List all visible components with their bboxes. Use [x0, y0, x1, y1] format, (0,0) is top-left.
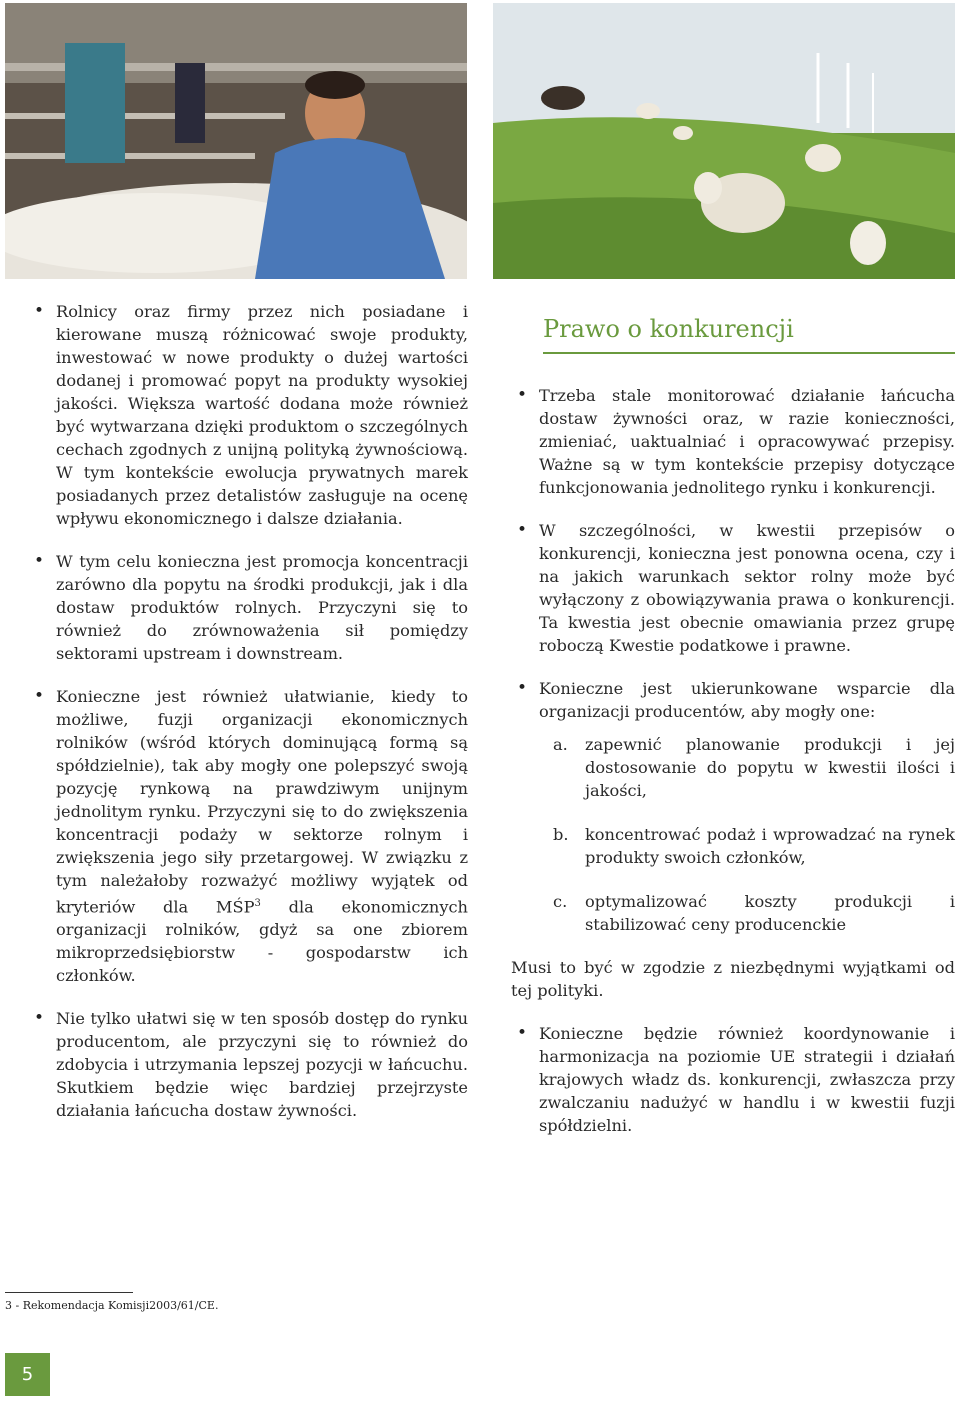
page-number: 5	[5, 1353, 50, 1396]
bullet-text-part: Konieczne jest również ułatwianie, kiedy to możliwe, fuzji organizacji ekonomicznych rolników (wśród których dominującą formą są spółdzielnie), tak aby mogły one polepszyć swoją pozycję rynkową na prawdziwym unijnym jednolitym rynku. Przyczyni się to do zwiększenia koncentracji podaży w sektorze rolnym i zwiększenia jego siły przetargowej. W związku z tym należałoby rozważyć możliwy wyjątek od kryteriów dla MŚP	[56, 687, 468, 917]
bullet-text-part: dla ekonomicznych organizacji rolników, gdyż sa one zbiorem mikroprzedsiębiorstw - gospodarstw ich członków.	[56, 897, 468, 986]
sub-list-marker: a.	[553, 735, 568, 754]
sub-list-marker: b.	[553, 825, 569, 844]
body-paragraph: Musi to być w zgodzie z niezbędnymi wyjątkami od tej polityki.	[511, 958, 955, 1000]
left-bullet-list	[28, 300, 468, 1122]
mushroom-farmer-photo	[5, 3, 467, 279]
list-item: • Konieczne będzie również koordynowanie i harmonizacja na poziomie UE strategii i działań krajowych władz ds. konkurencji, zwłaszcza przy zwalczaniu nadużyć w handlu i w kwestii fuzji spółdzielni.	[511, 1022, 955, 1137]
sub-list-text: optymalizować koszty produkcji i stabilizować ceny producenckie	[585, 892, 955, 934]
sub-list-marker: c.	[553, 892, 568, 911]
sub-list-item	[539, 823, 955, 869]
sheep-pasture-photo	[493, 3, 955, 279]
bullet-text: Konieczne jest ukierunkowane wsparcie dla organizacji producentów, aby mogły one:	[539, 679, 955, 721]
sub-list-text: koncentrować podaż i wprowadzać na rynek produkty swoich członków,	[585, 825, 955, 867]
title-divider	[543, 352, 955, 354]
footnote: 3 - Rekomendacja Komisji2003/61/CE.	[5, 1299, 219, 1312]
section-title: Prawo o konkurencji	[543, 315, 794, 343]
list-item	[28, 685, 468, 987]
list-item: • Rolnicy oraz firmy przez nich posiadane i kierowane muszą różnicować swoje produkty, inwestować w nowe produkty o dużej wartości dodanej i promować popyt na produkty wysokiej jakości. Większa wartość dodana może również być wytwarzana dzięki produktom o szczególnych cechach zgodnych z unijną polityką żywnościową. W tym kontekście ewolucja prywatnych marek posiadanych przez detalistów zasługuje na ocenę wpływu ekonomicznego i dalsze działania.	[28, 300, 468, 530]
footnote-ref: 3	[254, 898, 261, 909]
list-item: • W tym celu konieczna jest promocja koncentracji zarówno dla popytu na środki produkcji, jak i dla dostaw produktów rolnych. Przyczyni się to również do zrównoważenia sił pomiędzy sektorami upstream i downstream.	[28, 550, 468, 665]
right-bullet-list-bottom	[511, 1022, 955, 1137]
right-column	[511, 300, 955, 1157]
left-column	[28, 300, 468, 1142]
sub-list-item	[539, 890, 955, 936]
list-item	[511, 677, 955, 936]
list-item: • Trzeba stale monitorować działanie łańcucha dostaw żywności oraz, w razie konieczności, zmieniać, uaktualniać i opracowywać przepisy. Ważne są w tym kontekście przepisy dotyczące funkcjonowania jednolitego rynku i konkurencji.	[511, 384, 955, 499]
list-item: • W szczególności, w kwestii przepisów o konkurencji, konieczna jest ponowna ocena, czy i na jakich warunkach sektor rolny może być wyłączony z obowiązywania prawa o konkurencji. Ta kwestia jest obecnie omawiania przez grupę roboczą Kwestie podatkowe i prawne.	[511, 519, 955, 657]
sub-list	[539, 733, 955, 936]
sub-list-text: zapewnić planowanie produkcji i jej dostosowanie do popytu w kwestii ilości i jakości,	[585, 735, 955, 800]
sub-list-item	[539, 733, 955, 802]
right-bullet-list	[511, 384, 955, 936]
footnote-divider	[5, 1292, 133, 1293]
list-item: • Nie tylko ułatwi się w ten sposób dostęp do rynku producentom, ale przyczyni się to również do zdobycia i utrzymania lepszej pozycji w łańcuchu. Skutkiem będzie więc bardziej przejrzyste działania łańcucha dostaw żywności.	[28, 1007, 468, 1122]
